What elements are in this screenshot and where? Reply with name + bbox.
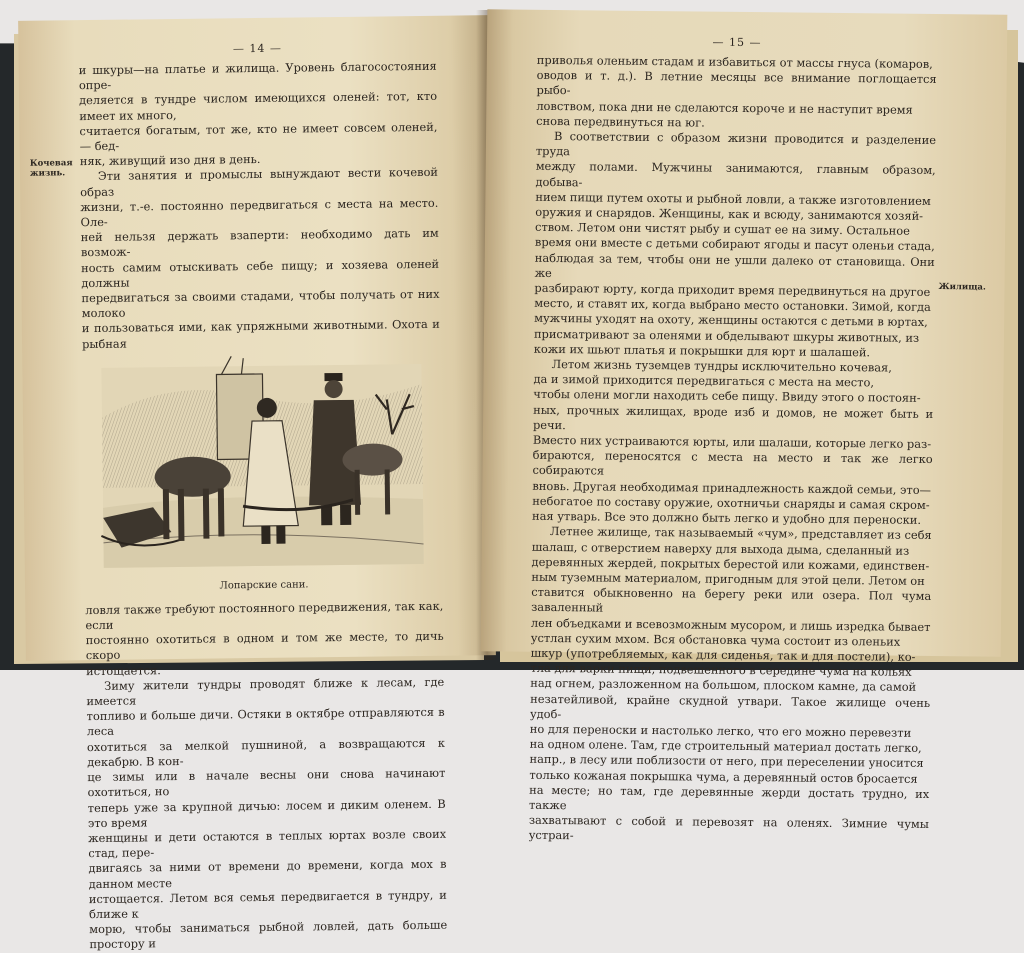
text-line: няк, живущий изо дня в день. — [79, 152, 261, 169]
text-line: над огнем, разложенном на большом, плоском камне, да самой — [530, 676, 917, 695]
text-line: це зимы или в начале весны они снова начинают охотиться, но — [87, 765, 446, 800]
text-line: вновь. Другая необходимая принадлежность каждой семьи, это— — [532, 478, 932, 497]
text-line: чтобы олени могли находить себе пищу. Ввиду этого о постоян- — [533, 387, 921, 406]
text-line: место, и ставят их, когда выбрано место остановки. Зимой, когда — [534, 296, 931, 315]
text-line: охотиться за мелкой пушниной, а возвращаются к декабрю. В кон- — [86, 735, 446, 769]
text-line: ность самим отыскивать себе пищу; и хозяева оленей должны — [81, 256, 440, 290]
text-line: небогатое по составу оружие, охотничьи снаряды и самая скром- — [532, 493, 930, 512]
text-line: приволья оленьим стадам и избавиться от массы гнуса (комаров, — [536, 52, 933, 71]
text-line: лен объедками и всевозможным мусором, и лишь изредка бывает — [530, 615, 931, 634]
text-line: жизни, т.-е. постоянно передвигаться с места на место. Оле- — [80, 195, 439, 230]
text-line: ловством, пока дни не сделаются короче и не наступит время — [536, 98, 913, 117]
text-line: морю, чтобы заниматься рыбной ловлей, дать больше простору и — [89, 917, 448, 952]
text-line: Вместо них устраиваются юрты, или шалаши, которые легко раз- — [532, 432, 932, 452]
text-line: нием пищи путем охоты и рыбной ловли, а также изготовлением — [535, 189, 931, 208]
text-line: только кожаная покрышка чума, а деревянный остов бросается — [529, 767, 918, 786]
text-line: ней нельзя держать взаперти: необходимо дать им возмож- — [80, 226, 439, 260]
engraving-image — [91, 354, 434, 578]
text-line: деляется в тундре числом имеющихся оленей: тот, кто имеет их много, — [79, 89, 438, 123]
text-line: тла для варки пищи, подвешенного в середине чума на кольях — [530, 660, 912, 679]
side-note-left: Кочевая жизнь. — [29, 158, 73, 179]
left-top-text — [79, 59, 441, 352]
illustration-caption: Лопарские сани. — [219, 579, 309, 592]
text-line: оружия и снарядов. Женщины, как и всюду, занимаются хозяй- — [535, 204, 924, 223]
text-line: наблюдая за тем, чтобы они не ушли далеко от становища. Они же — [534, 250, 935, 280]
text-line: но для переноски и настолько легко, что его можно перевезти — [529, 721, 912, 740]
text-line: напр., в лесу или поблизости от него, при переселении уносится — [529, 752, 924, 771]
text-line: считается богатым, тот же, кто не имеет совсем оленей, — бед- — [79, 119, 438, 154]
side-note-right: Жилища. — [938, 282, 986, 293]
text-line: истощается. — [85, 662, 161, 678]
text-line: Эти занятия и промыслы вынуждают вести кочевой образ — [80, 165, 439, 199]
text-line: между полами. Мужчины занимаются, главным образом, добыва- — [535, 159, 936, 189]
text-line: ством. Летом они чистят рыбу и сушат ее на зиму. Остальное — [535, 220, 910, 238]
text-line: время они вместе с детьми собирают ягоды и пасут оленьи стада, — [534, 235, 935, 254]
text-line: мужчины уходят на охоту, женщины остаются с детьми в юртах, — [534, 311, 928, 330]
text-line: деревянных жердей, покрытых берестой или кожами, единствен- — [531, 554, 930, 573]
text-line: ставится обыкновенно на берегу реки или озера. Пол чума заваленный — [531, 584, 932, 615]
right-text — [529, 53, 937, 848]
text-line: топливо и больше дичи. Остяки в октябре отправляются в леса — [86, 705, 445, 739]
text-line: Летнее жилище, так называемый «чум», представляет из себя — [549, 524, 932, 543]
text-line: незатейливой, крайне скудной утвари. Такое жилище очень удоб- — [529, 691, 931, 721]
text-line: бираются, переносятся с места на место и так же легко собираются — [532, 448, 933, 479]
right-page — [481, 9, 1008, 843]
text-line: кожи их шьют платья и покрышки для юрт и шалашей. — [533, 341, 871, 360]
text-line: передвигаться за своими стадами, чтобы получать от них молоко — [81, 286, 440, 321]
text-line: и пользоваться ими, как упряжными животными. Охота и рыбная — [81, 317, 440, 351]
text-line: ных, прочных жилищах, вроде изб и домов, не может быть и речи. — [532, 402, 934, 433]
illustration-lapp-sledge — [91, 354, 434, 578]
text-line: Зиму жители тундры проводят ближе к лесам, где имеется — [86, 674, 445, 709]
text-line: ная утварь. Все это должно быть легко и удобно для переноски. — [531, 508, 922, 527]
text-line: устлан сухим мхом. Вся обстановка чума состоит из оленьих — [530, 630, 901, 649]
text-line: шкур (употребляемых, как для сиденья, так и для постели), ко- — [530, 645, 916, 664]
text-line: В соответствии с образом жизни проводится и разделение труда — [535, 129, 937, 159]
page-number-right: — 15 — — [712, 35, 762, 50]
text-line: снова передвинуться на юг. — [536, 113, 705, 130]
text-line: разбирают юрту, когда приходит время передвинуться на другое — [534, 280, 931, 299]
text-line: двигаясь за ними от времени до времени, когда мох в данном месте — [88, 857, 447, 891]
text-line: на одном олене. Там, где строительный материал достать легко, — [529, 736, 922, 756]
text-line: оводов и т. д.). В летние месяцы все внимание поглощается рыбо- — [536, 68, 937, 98]
text-line: женщины и дети остаются в теплых юртах возле своих стад, пере- — [88, 826, 447, 861]
text-line: постоянно охотиться в одном и том же месте, то дичь скоро — [85, 629, 444, 663]
text-line: ным туземным материалом, пригодным для этой цели. Летом он — [531, 569, 925, 588]
text-line: теперь уже за крупной дичью: лосем и диким оленем. В это время — [87, 796, 446, 830]
text-line: шалаш, с отверстием наверху для выхода дыма, сделанный из — [531, 539, 910, 558]
left-bottom-text — [85, 599, 447, 953]
text-line: истощается. Летом вся семья передвигается в тундру, и ближе к — [88, 887, 447, 922]
text-line: присматривают за оленями и обделывают шкуры животных, из — [533, 326, 920, 345]
text-line: и шкуры—на платье и жилища. Уровень благосостояния опре- — [78, 58, 437, 93]
text-line: Летом жизнь туземцев тундры исключительно кочевая, — [551, 357, 892, 375]
left-page — [18, 15, 496, 952]
text-line: да и зимой приходится передвигаться с места на место, — [533, 372, 875, 390]
text-line: на месте; но там, где деревянные жерди достать трудно, их также — [528, 782, 930, 813]
text-line: захватывают с собой и перевозят на оленях. Зимние чумы устраи- — [528, 812, 929, 843]
page-number-left: — 14 — — [232, 41, 283, 56]
text-line: ловля также требуют постоянного передвижения, так как, если — [85, 598, 444, 633]
